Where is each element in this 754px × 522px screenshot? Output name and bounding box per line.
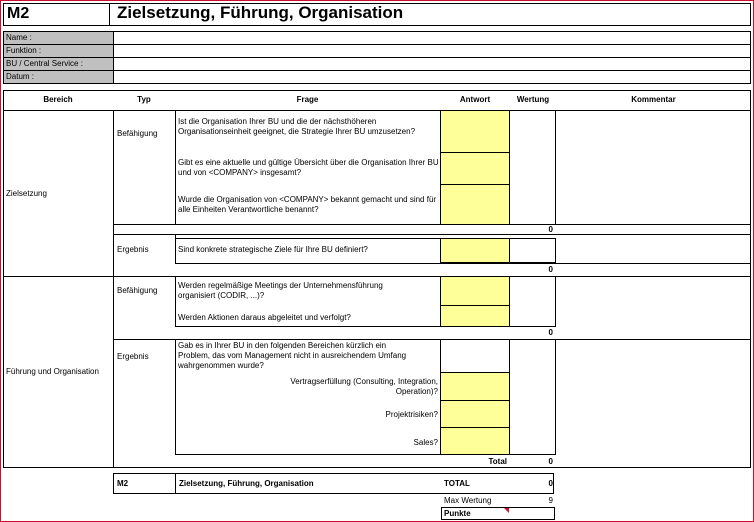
answer-cell[interactable]	[440, 427, 510, 455]
question-fuehrung-2: Werden Aktionen daraus abgeleitet und verfolgt?	[178, 313, 351, 322]
info-label-datum: Datum :	[6, 72, 35, 81]
info-label-bu: BU / Central Service :	[6, 59, 83, 68]
answer-cell[interactable]	[440, 372, 510, 401]
comment-cell[interactable]	[557, 340, 750, 454]
answer-cell[interactable]	[440, 238, 510, 263]
bereich-fuehrung-organisation: Führung und Organisation	[6, 367, 99, 376]
typ-fuehrung-befaehigung: Befähigung	[117, 286, 158, 295]
punkte-label: Punkte	[444, 509, 471, 518]
comment-indicator-icon	[504, 508, 509, 513]
question-fuehrung-1: Werden regelmäßige Meetings der Unternehmensführung organisiert (CODIR, ...)?	[178, 281, 383, 300]
question-projektrisiken: Projektrisiken?	[385, 410, 438, 419]
typ-zielsetzung-befaehigung: Befähigung	[117, 129, 158, 138]
typ-fuehrung-ergebnis: Ergebnis	[117, 352, 149, 361]
summary-title: Zielsetzung, Führung, Organisation	[179, 479, 314, 488]
column-header-kommentar: Kommentar	[631, 95, 676, 104]
wertung-cell	[509, 276, 556, 327]
column-header-frage: Frage	[296, 95, 319, 104]
summary-code: M2	[117, 479, 129, 488]
typ-zielsetzung-ergebnis: Ergebnis	[117, 245, 149, 254]
column-header-bereich: Bereich	[43, 95, 73, 104]
comment-cell[interactable]	[557, 111, 750, 224]
module-code: M2	[7, 5, 30, 22]
question-zielsetzung-ergebnis: Sind konkrete strategische Ziele für Ihre BU definiert?	[178, 245, 368, 254]
column-header-wertung: Wertung	[516, 95, 550, 104]
question-cell-fuehrung-ergebnis	[175, 339, 441, 455]
total-label: Total	[488, 457, 507, 466]
comment-cell[interactable]	[557, 277, 750, 326]
info-label-funktion: Funktion :	[6, 46, 42, 55]
question-cell-fuehrung	[175, 276, 441, 327]
answer-cell[interactable]	[440, 152, 510, 185]
datum-field[interactable]	[114, 71, 750, 83]
total-value: 0	[548, 457, 553, 466]
answer-cell[interactable]	[440, 184, 510, 225]
question-zielsetzung-2: Gibt es eine aktuelle und gültige Übersicht über die Organisation Ihrer BU und von <COMPANY> insgesamt?	[178, 158, 439, 177]
page-title: Zielsetzung, Führung, Organisation	[117, 3, 404, 22]
wertung-cell	[509, 339, 556, 455]
answer-cell[interactable]	[440, 110, 510, 153]
subtotal-zielsetzung-ergebnis: 0	[548, 265, 553, 274]
answer-cell[interactable]	[440, 305, 510, 327]
answer-cell[interactable]	[440, 400, 510, 428]
answer-cell[interactable]	[440, 276, 510, 306]
column-header-antwort: Antwort	[459, 95, 491, 104]
info-label-name: Name :	[6, 33, 32, 42]
subtotal-fuehrung-befaehigung: 0	[548, 328, 553, 337]
funktion-field[interactable]	[114, 45, 750, 57]
question-fuehrung-ergebnis-intro: Gab es in Ihrer BU in den folgenden Bereichen kürzlich ein Problem, das vom Management nicht in ausreichendem Umfang wahrgenommen wurde?	[178, 341, 407, 370]
max-wertung-label: Max Wertung	[444, 496, 492, 505]
bu-field[interactable]	[114, 58, 750, 70]
question-zielsetzung-3: Wurde die Organisation von <COMPANY> bekannt gemacht und sind für alle Einheiten Verantwortliche benannt?	[178, 195, 437, 214]
summary-total-value: 0	[548, 479, 553, 488]
answer-cell-blank	[440, 339, 510, 373]
wertung-cell	[509, 110, 556, 225]
subtotal-zielsetzung-befaehigung: 0	[548, 225, 553, 234]
max-wertung-value: 9	[548, 496, 553, 505]
question-vertragserfuellung: Vertragserfüllung (Consulting, Integration, Operation)?	[290, 377, 438, 396]
question-sales: Sales?	[413, 438, 438, 447]
comment-cell[interactable]	[557, 239, 750, 262]
wertung-cell	[509, 238, 556, 263]
column-header-typ: Typ	[137, 95, 151, 104]
name-field[interactable]	[114, 32, 750, 44]
question-zielsetzung-1: Ist die Organisation Ihrer BU und die der nächsthöheren Organisationseinheit geeignet, die Strategie Ihrer BU umzusetzen?	[178, 117, 416, 136]
bereich-zielsetzung: Zielsetzung	[6, 189, 47, 198]
summary-total-label: TOTAL	[444, 479, 470, 488]
